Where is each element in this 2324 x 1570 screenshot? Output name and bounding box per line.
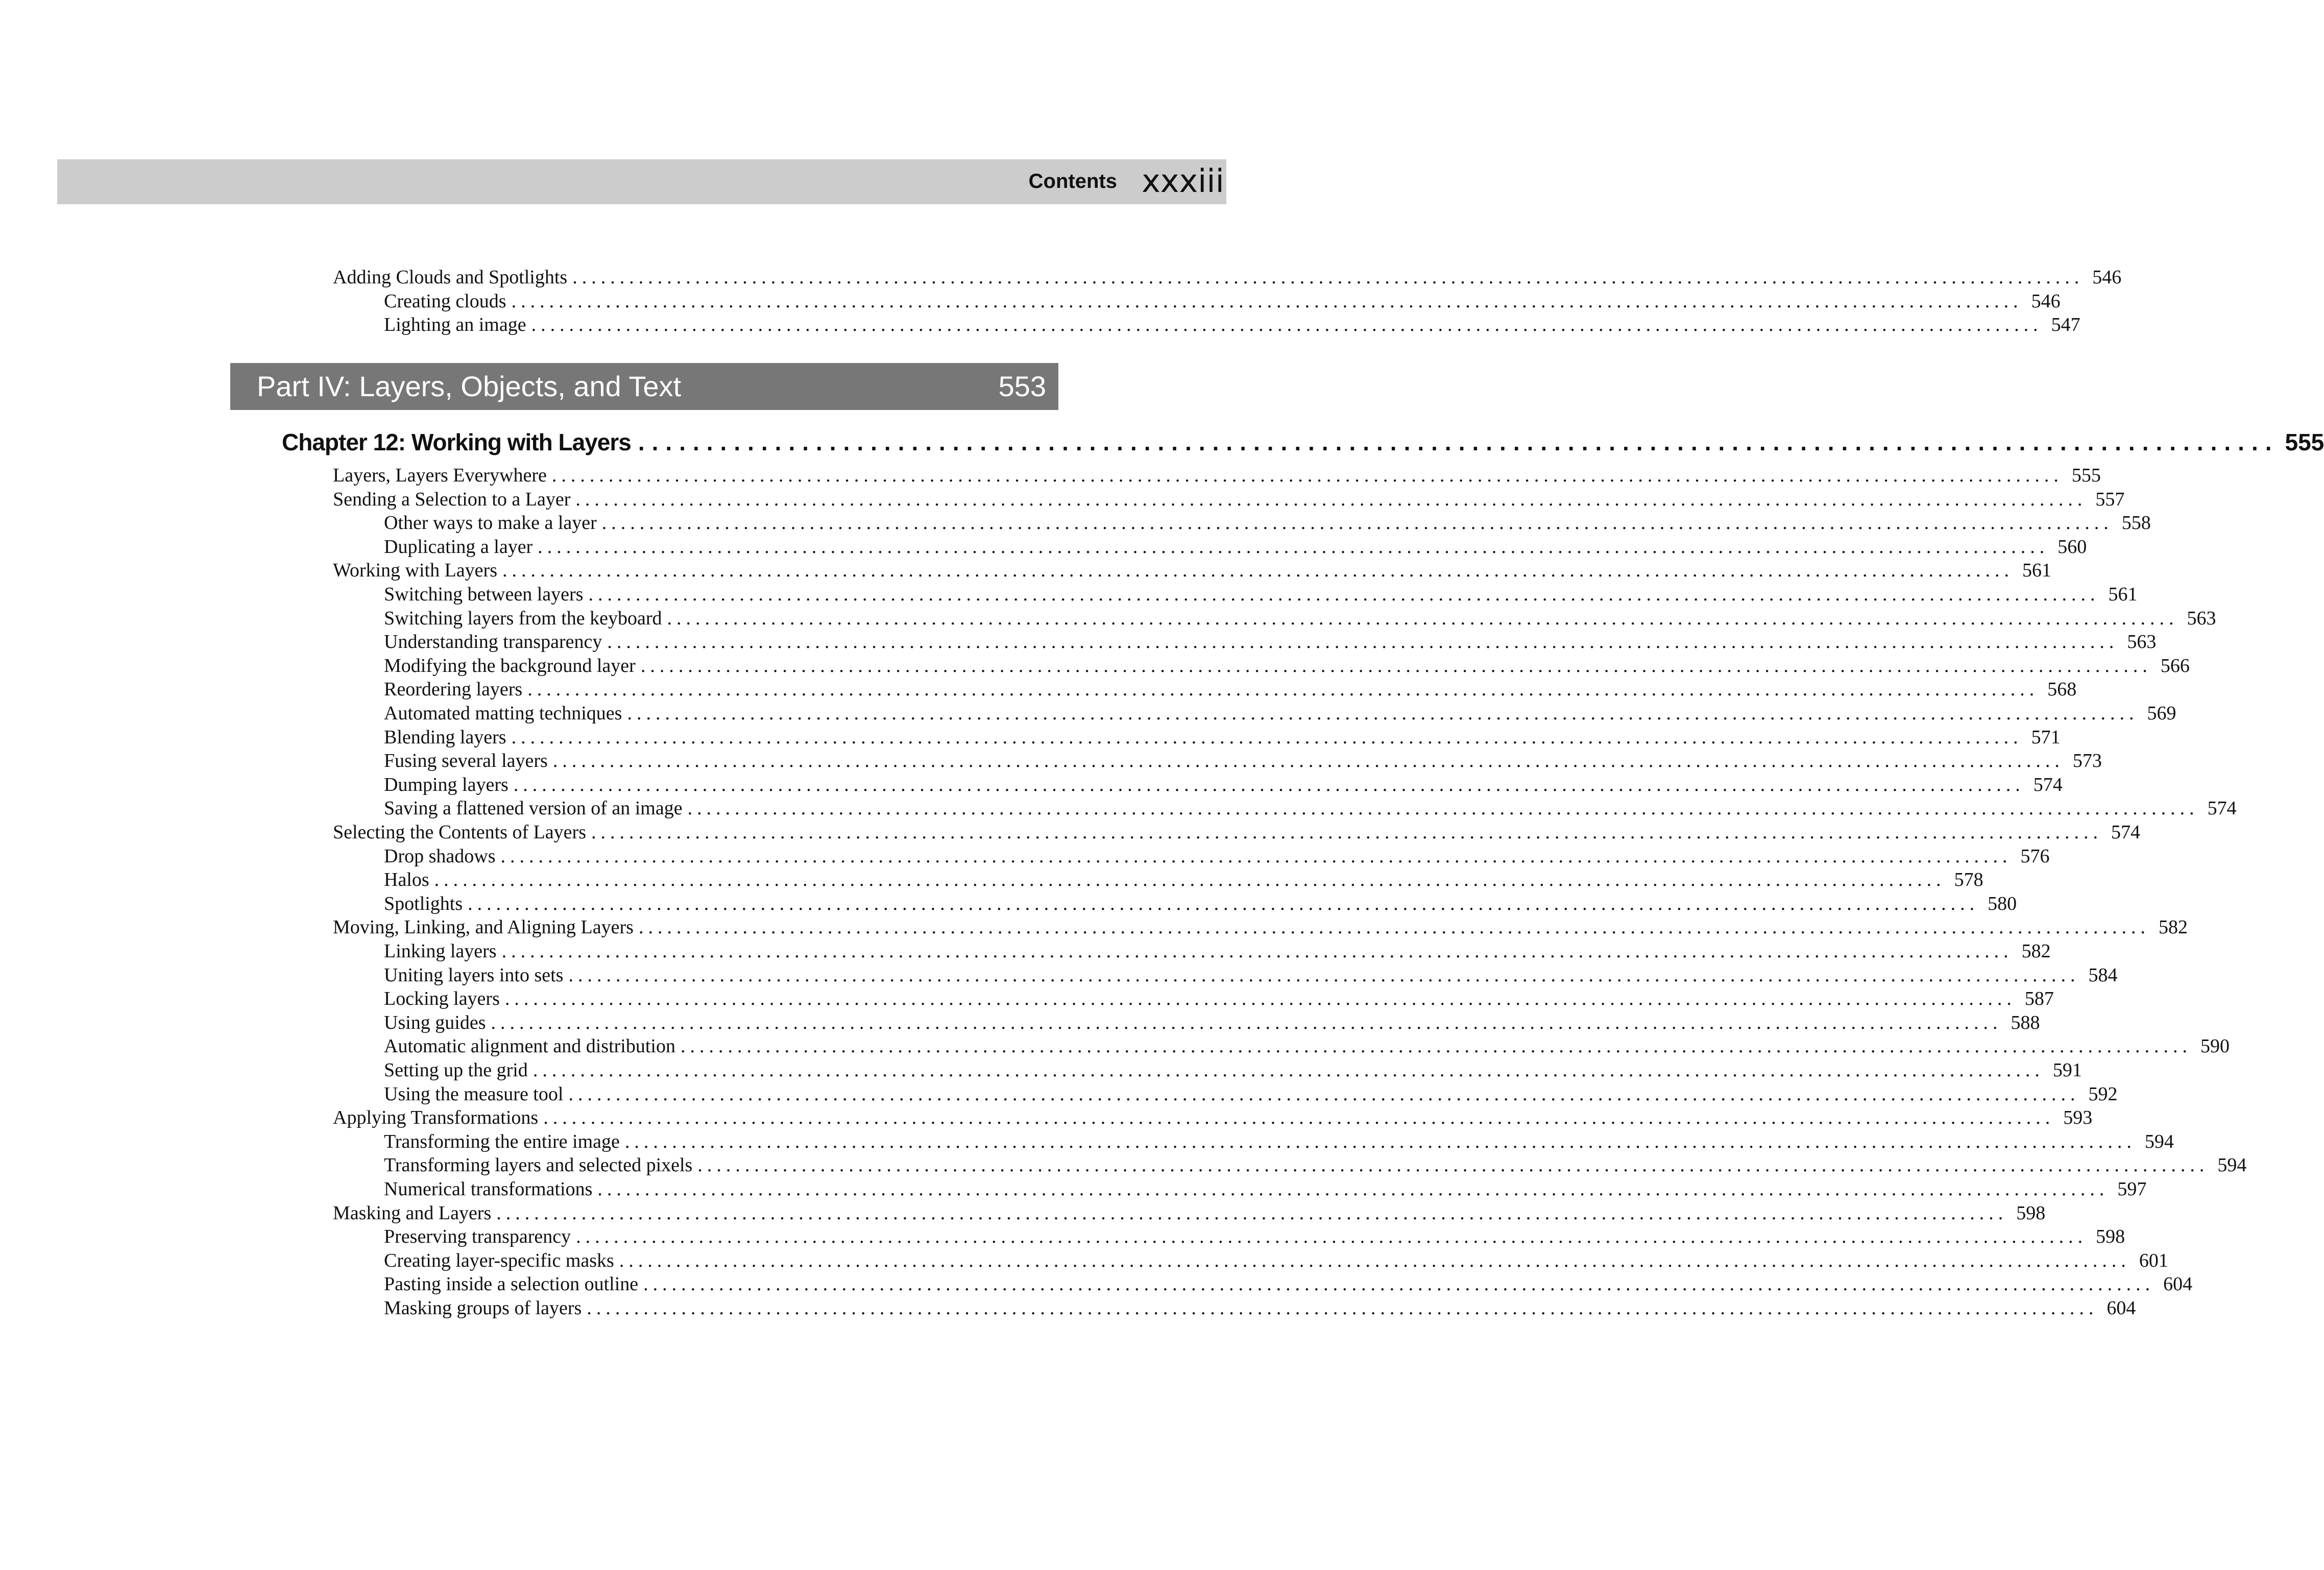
toc-entry-title: Uniting layers into sets [384, 964, 564, 986]
dot-leader: ................................................................................................................................................................ [434, 869, 1946, 891]
toc-entry-title: Dumping layers [384, 774, 509, 795]
toc-subentry[interactable] [384, 630, 2157, 654]
toc-entry-page-number: 561 [2022, 560, 2051, 582]
toc-entry-title: Lighting an image [384, 314, 526, 336]
toc-entry-page-number: 574 [2111, 822, 2140, 843]
toc-entry-title: Halos [384, 869, 429, 891]
toc-entry[interactable] [333, 265, 2122, 289]
toc-entry-title: Masking groups of layers [384, 1297, 582, 1319]
dot-leader: ........................................................................................................................ [638, 429, 2279, 455]
toc-subentry[interactable] [384, 535, 2087, 559]
part-page-number: 553 [998, 370, 1046, 402]
toc-entry-title: Duplicating a layer [384, 536, 533, 558]
dot-leader: ................................................................................................................................................................ [575, 488, 2087, 510]
toc-entry-page-number: 574 [2207, 798, 2237, 819]
dot-leader: ................................................................................................................................................................ [538, 536, 2049, 558]
toc-entry[interactable] [333, 1106, 2093, 1129]
dot-leader: ................................................................................................................................................................ [588, 584, 2100, 605]
toc-subentry[interactable] [384, 1130, 2174, 1153]
toc-subentry[interactable] [384, 1153, 2247, 1177]
toc-entry-title: Selecting the Contents of Layers [333, 822, 586, 843]
running-header [57, 159, 1226, 204]
dot-leader: ................................................................................................................................................................ [591, 822, 2102, 843]
toc-entry-page-number: 584 [2088, 964, 2118, 986]
toc-entry-title: Preserving transparency [384, 1226, 571, 1248]
dot-leader: ................................................................................................................................................................ [572, 267, 2084, 288]
chapter-page-number: 555 [2285, 429, 2324, 455]
toc-entry[interactable] [333, 488, 2125, 511]
dot-leader: ................................................................................................................................................................ [638, 916, 2150, 938]
toc-subentry[interactable] [384, 773, 2063, 796]
dot-leader: ................................................................................................................................................................ [680, 1035, 2192, 1057]
toc-subentry[interactable] [384, 844, 2050, 868]
part-title: Part IV: Layers, Objects, and Text [257, 370, 682, 402]
toc-entry-title: Pasting inside a selection outline [384, 1273, 639, 1295]
dot-leader: ................................................................................................................................................................ [643, 1273, 2155, 1295]
toc-entry-title: Masking and Layers [333, 1202, 492, 1224]
dot-leader: ................................................................................................................................................................ [551, 465, 2063, 486]
toc-subentry[interactable] [384, 939, 2051, 963]
toc-subentry[interactable] [384, 963, 2118, 987]
toc-entry-title: Switching layers from the keyboard [384, 607, 662, 629]
toc-entry-page-number: 590 [2200, 1035, 2230, 1057]
toc-entry-page-number: 598 [2016, 1202, 2046, 1224]
toc-subentry[interactable] [384, 1082, 2118, 1106]
toc-entry-page-number: 588 [2011, 1011, 2040, 1033]
toc-subentry[interactable] [384, 749, 2102, 772]
toc-entry-page-number: 594 [2144, 1130, 2174, 1152]
toc-entry-title: Spotlights [384, 892, 463, 914]
toc-entry-page-number: 560 [2057, 536, 2087, 558]
toc-entry-title: Blending layers [384, 726, 506, 748]
toc-entry-page-number: 555 [2071, 465, 2101, 486]
toc-subentry[interactable] [384, 1296, 2136, 1320]
toc-entry-title: Using guides [384, 1011, 486, 1033]
dot-leader: ................................................................................................................................................................ [543, 1107, 2055, 1129]
dot-leader: ................................................................................................................................................................ [500, 845, 2012, 867]
dot-leader: ................................................................................................................................................................ [531, 314, 2043, 336]
dot-leader: ................................................................................................................................................................ [687, 798, 2199, 819]
toc-entry-title: Adding Clouds and Spotlights [333, 267, 568, 288]
toc-entry-page-number: 558 [2121, 512, 2151, 534]
dot-leader: ................................................................................................................................................................ [502, 560, 2014, 582]
toc-entry-title: Locking layers [384, 988, 500, 1010]
dot-leader: ................................................................................................................................................................ [568, 964, 2080, 986]
toc-subentry[interactable] [384, 1249, 2168, 1272]
toc-entry-page-number: 592 [2088, 1083, 2118, 1105]
toc-entry-page-number: 604 [2107, 1297, 2136, 1319]
toc-entry-title: Transforming the entire image [384, 1130, 620, 1152]
toc-subentry[interactable] [384, 1034, 2230, 1058]
toc-entry-title: Understanding transparency [384, 631, 602, 653]
toc-entry[interactable] [333, 820, 2140, 844]
dot-leader: ................................................................................................................................................................ [491, 1011, 2002, 1033]
toc-entry-page-number: 582 [2021, 940, 2051, 962]
toc-entry-page-number: 561 [2108, 584, 2138, 605]
dot-leader: ................................................................................................................................................................ [568, 1083, 2080, 1105]
toc-entry-page-number: 569 [2147, 703, 2176, 724]
toc-entry-title: Transforming layers and selected pixels [384, 1154, 693, 1176]
toc-entry-page-number: 547 [2051, 314, 2080, 336]
toc-subentry[interactable] [384, 892, 2017, 915]
toc-entry-page-number: 546 [2031, 290, 2061, 312]
toc-entry-title: Fusing several layers [384, 750, 548, 772]
toc-subentry[interactable] [384, 289, 2061, 313]
dot-leader: ................................................................................................................................................................ [532, 1059, 2044, 1081]
toc-subentry[interactable] [384, 678, 2077, 701]
header-section-label: Contents [1028, 170, 1117, 192]
dot-leader: ................................................................................................................................................................ [607, 631, 2119, 653]
toc-entry-title: Switching between layers [384, 584, 584, 605]
toc-subentry[interactable] [384, 313, 2080, 336]
toc-entry-title: Automated matting techniques [384, 703, 622, 724]
chapter-heading[interactable] [282, 428, 2324, 456]
toc-entry-page-number: 576 [2020, 845, 2050, 867]
chapter-title: Chapter 12: Working with Layers [282, 429, 631, 455]
dot-leader: ................................................................................................................................................................ [511, 726, 2023, 748]
toc-entry-title: Applying Transformations [333, 1107, 539, 1129]
toc-entry-page-number: 557 [2095, 488, 2125, 510]
dot-leader: ................................................................................................................................................................ [504, 988, 2016, 1010]
toc-entry-title: Moving, Linking, and Aligning Layers [333, 916, 634, 938]
toc-entry-title: Drop shadows [384, 845, 496, 867]
toc-entry-title: Saving a flattened version of an image [384, 798, 683, 819]
toc-entry-page-number: 573 [2072, 750, 2102, 772]
toc-entry-page-number: 578 [1954, 869, 1983, 891]
toc-entry-title: Automatic alignment and distribution [384, 1035, 675, 1057]
toc-entry-page-number: 568 [2047, 679, 2077, 701]
toc-entry-page-number: 580 [1988, 892, 2017, 914]
toc-entry[interactable] [333, 1201, 2046, 1225]
toc-subentry[interactable] [384, 1058, 2082, 1082]
toc-entry-title: Numerical transformations [384, 1178, 593, 1200]
toc-subentry[interactable] [384, 654, 2190, 678]
toc-entry-page-number: 593 [2063, 1107, 2093, 1129]
toc-entry[interactable] [333, 915, 2188, 939]
header-page-number: xxxiii [1142, 162, 1224, 200]
toc-entry-title: Creating layer-specific masks [384, 1249, 614, 1271]
toc-subentry[interactable] [384, 726, 2061, 749]
toc-entry-page-number: 587 [2024, 988, 2054, 1010]
toc-entry-page-number: 597 [2117, 1178, 2147, 1200]
dot-leader: ................................................................................................................................................................ [576, 1226, 2088, 1248]
toc-entry-page-number: 563 [2127, 631, 2157, 653]
dot-leader: ................................................................................................................................................................ [601, 512, 2113, 534]
toc-entry-page-number: 546 [2092, 267, 2122, 288]
toc-subentry[interactable] [384, 1177, 2147, 1201]
toc-entry[interactable] [333, 559, 2051, 582]
toc-entry-title: Modifying the background layer [384, 655, 636, 677]
toc-subentry[interactable] [384, 987, 2054, 1010]
part-heading[interactable] [230, 363, 1058, 410]
dot-leader: ................................................................................................................................................................ [667, 607, 2178, 629]
dot-leader: ................................................................................................................................................................ [511, 290, 2023, 312]
toc-entry-title: Setting up the grid [384, 1059, 528, 1081]
toc-entry-title: Working with Layers [333, 560, 497, 582]
toc-subentry[interactable] [384, 1272, 2193, 1296]
toc-entry-title: Reordering layers [384, 679, 523, 701]
toc-entry-page-number: 566 [2160, 655, 2190, 677]
toc-entry-page-number: 598 [2096, 1226, 2125, 1248]
toc-subentry[interactable] [384, 702, 2176, 725]
toc-subentry[interactable] [384, 868, 1983, 891]
dot-leader: ................................................................................................................................................................ [496, 1202, 2008, 1224]
dot-leader: ................................................................................................................................................................ [552, 750, 2064, 772]
toc-entry-page-number: 574 [2033, 774, 2063, 795]
toc-entry-title: Other ways to make a layer [384, 512, 597, 534]
dot-leader: ................................................................................................................................................................ [627, 703, 2139, 724]
dot-leader: ................................................................................................................................................................ [597, 1178, 2109, 1200]
toc-subentry[interactable] [384, 796, 2237, 820]
dot-leader: ................................................................................................................................................................ [527, 679, 2039, 701]
dot-leader: ................................................................................................................................................................ [619, 1249, 2131, 1271]
toc-entry-page-number: 582 [2158, 916, 2188, 938]
toc-entry-page-number: 604 [2163, 1273, 2193, 1295]
dot-leader: ................................................................................................................................................................ [640, 655, 2152, 677]
dot-leader: ................................................................................................................................................................ [587, 1297, 2098, 1319]
dot-leader: ................................................................................................................................................................ [697, 1154, 2209, 1176]
toc-entry-page-number: 571 [2031, 726, 2061, 748]
toc-entry-title: Linking layers [384, 940, 497, 962]
toc-subentry[interactable] [384, 1011, 2040, 1034]
toc-entry-page-number: 601 [2139, 1249, 2168, 1271]
dot-leader: ................................................................................................................................................................ [468, 892, 1979, 914]
toc-entry-title: Creating clouds [384, 290, 506, 312]
toc-entry-page-number: 594 [2217, 1154, 2247, 1176]
toc-entry-page-number: 591 [2052, 1059, 2082, 1081]
toc-entry-page-number: 563 [2187, 607, 2216, 629]
dot-leader: ................................................................................................................................................................ [501, 940, 2013, 962]
toc-subentry[interactable] [384, 1225, 2125, 1248]
toc-subentry[interactable] [384, 511, 2151, 535]
toc-entry-title: Layers, Layers Everywhere [333, 465, 547, 486]
dot-leader: ................................................................................................................................................................ [624, 1130, 2136, 1152]
dot-leader: ................................................................................................................................................................ [513, 774, 2025, 795]
toc-entry-title: Sending a Selection to a Layer [333, 488, 571, 510]
toc-subentry[interactable] [384, 607, 2216, 630]
toc-entry-title: Using the measure tool [384, 1083, 564, 1105]
toc-entry[interactable] [333, 464, 2101, 487]
toc-subentry[interactable] [384, 583, 2138, 606]
